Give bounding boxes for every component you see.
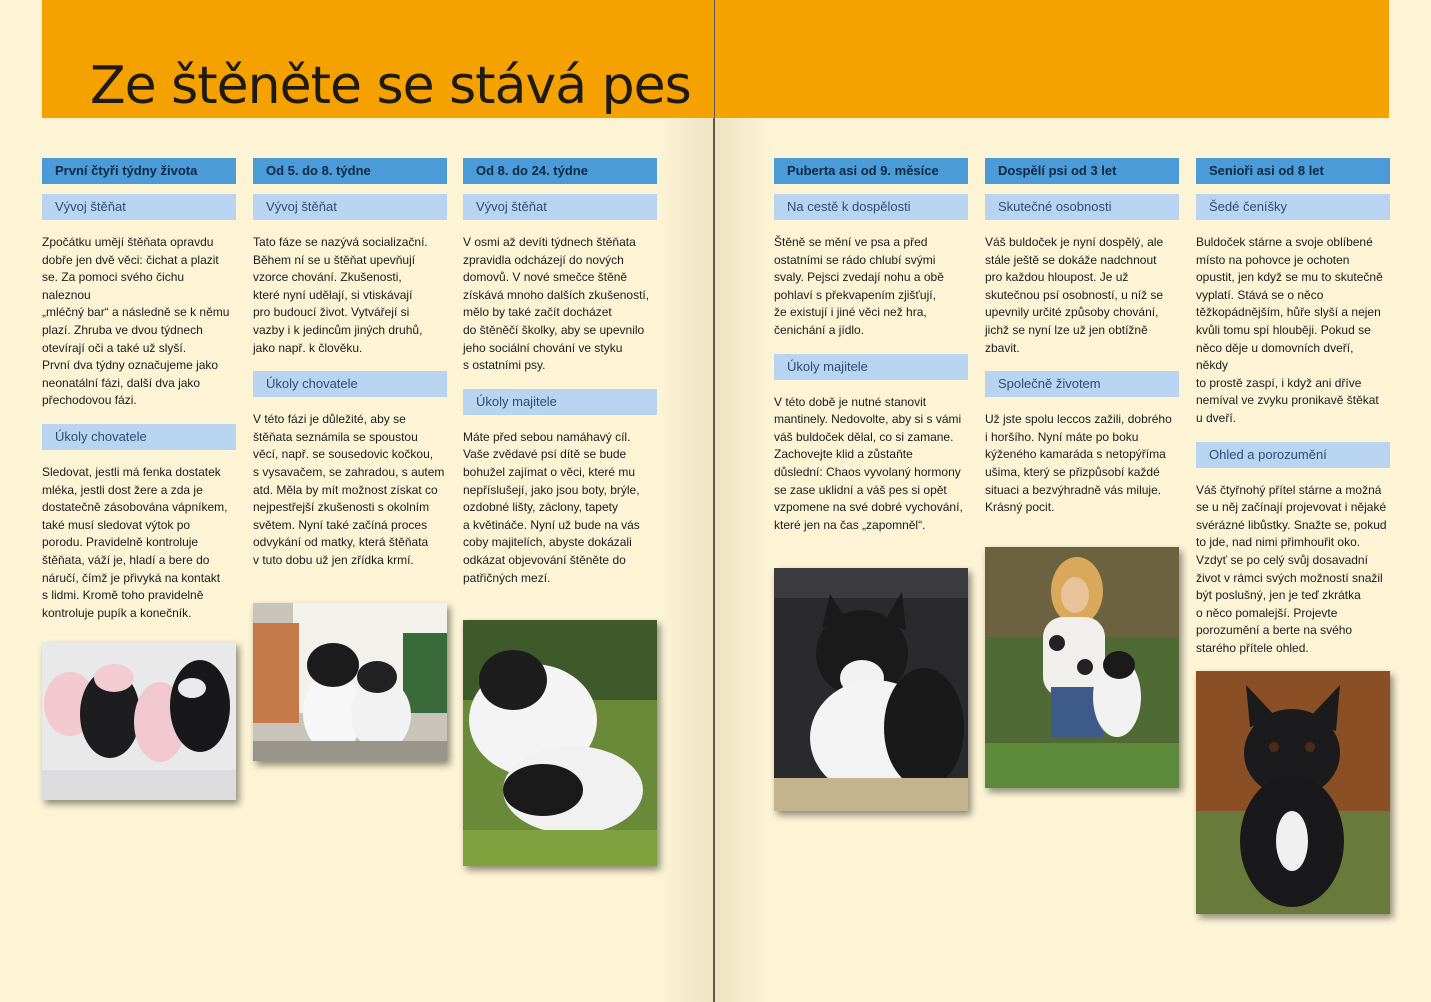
column-heading: Od 5. do 8. týdne bbox=[253, 158, 447, 184]
column-heading: První čtyři týdny života bbox=[42, 158, 236, 184]
section-subheading: Ohled a porozumění bbox=[1196, 442, 1390, 468]
column-heading: Senioři asi od 8 let bbox=[1196, 158, 1390, 184]
column-weeks-5-8 bbox=[253, 158, 447, 570]
section-text: Už jste spolu leccos zažili, dobrého i horšího. Nyní máte po boku kýženého kamaráda s netopýříma ušima, který se přizpůsobí každé situaci a bezvýhradně vás miluje. Krásný pocit. bbox=[985, 412, 1172, 515]
photo-playing-puppies bbox=[463, 620, 657, 866]
section-text: Tato fáze se nazývá socializační. Během ní se u štěňat upevňují vzorce chování. Zkušenosti, které nyní udělají, si vtiskávají pro budoucí život. Vytvářejí si vazby i k jedincům jiných druhů, jako např. k člověku. bbox=[253, 235, 428, 355]
column-adult-dogs bbox=[985, 158, 1179, 517]
section-subheading: Úkoly chovatele bbox=[42, 424, 236, 450]
section-text: Štěně se mění ve psa a před ostatními se rádo chlubí svými svaly. Pejsci zvedají nohu a obě pohlaví s překvapením zjišťují, že existují i jiné věci než hra, čenichání a jídlo. bbox=[774, 235, 944, 337]
section-text: V osmi až devíti týdnech štěňata zpravidla odcházejí do nových domovů. V nové smečce štěně získává mnoho dalších zkušeností, mělo by také začít docházet do štěněčí školky, aby se upevnilo jeho sociální chování ve styku s ostatními psy. bbox=[463, 235, 650, 373]
column-heading: Dospělí psi od 3 let bbox=[985, 158, 1179, 184]
column-heading: Od 8. do 24. týdne bbox=[463, 158, 657, 184]
section-subheading: Skutečné osobnosti bbox=[985, 194, 1179, 220]
section-subheading: Na cestě k dospělosti bbox=[774, 194, 968, 220]
photo-woman-with-dog bbox=[985, 547, 1179, 788]
section-text: V této fázi je důležité, aby se štěňata seznámila se spoustou věcí, např. se sousedovic kočkou, s vysavačem, se zahradou, s autem atd. Měla by mít možnost získat co nejpestřejší zkušenosti s okolním světem. Nyní také začíná proces odvykání od matky, která štěňata v tuto dobu už jen zřídka krmí. bbox=[253, 412, 445, 567]
photo-senior-bulldog bbox=[1196, 671, 1390, 914]
section-subheading: Úkoly chovatele bbox=[253, 371, 447, 397]
section-subheading: Úkoly majitele bbox=[463, 389, 657, 415]
title-banner-right bbox=[715, 0, 1389, 118]
column-weeks-8-24 bbox=[463, 158, 657, 587]
section-subheading: Úkoly majitele bbox=[774, 354, 968, 380]
column-puberty bbox=[774, 158, 968, 534]
section-text: Máte před sebou namáhavý cíl. Vaše zvědavé psí dítě se bude bohužel zajímat o věci, které mu nepříslušejí, jako jsou boty, brýle, ozdobné lišty, záclony, tapety a květináče. Nyní už bude na vás coby majitelích, abyste dokázali odkázat objevování štěněte do patřičných mezí. bbox=[463, 429, 640, 585]
column-first-four-weeks bbox=[42, 158, 236, 622]
section-subheading: Vývoj štěňat bbox=[42, 194, 236, 220]
section-text: Váš čtyřnohý přítel stárne a možná se u něj začínají projevovat i nějaké svérázné libůstky. Snažte se, pokud to jde, nad nimi přimhouřit oko. Vzdyť se po celý svůj dosavadní život v rámci svých možností snažil být poslušný, jen je teď zkrátka o něco pomalejší. Projevte porozumění a berte na svého starého přítele ohled. bbox=[1196, 482, 1387, 655]
section-text: Zpočátku umějí štěňata opravdu dobře jen dvě věci: čichat a plazit se. Za pomoci svého čichu naleznou „mléčný bar“ a následně se k němu plazí. Zhruba ve dvou týdnech otevírají oči a také už slyší. První dva týdny označujeme jako neonatální fázi, další dva jako přechodovou fázi. bbox=[42, 235, 230, 408]
page-title: Ze štěněte se stává pes bbox=[90, 56, 691, 116]
section-subheading: Šedé čeníšky bbox=[1196, 194, 1390, 220]
section-text: Buldoček stárne a svoje oblíbené místo na pohovce je ochoten opustit, jen když se mu to skutečně vyplatí. Stává se o něco těžkopádnějším, hůře slyší a nejen kvůli tomu spí hlouběji. Pokud se něco děje u domovních dveří, někdy to prostě zaspí, i když ani dříve nemíval ve zvyku pronikavě štěkat u dveří. bbox=[1196, 235, 1383, 425]
section-text: V této době je nutné stanovit mantinely. Nedovolte, aby si s vámi váš buldoček dělal, co si zamane. Zachovejte klid a zůstaňte důslední: Chaos vyvolaný hormony se zase uklidní a váš pes si opět vzpomene na své dobré vychování, které jen na čas „zapomněl“. bbox=[774, 394, 963, 532]
section-text: Váš buldoček je nyní dospělý, ale stále ještě se dokáže nadchnout pro každou hloupost. Je už skutečnou psí osobností, u níž se upevnily určité způsoby chování, jichž se nyní lze už jen obtížně zbavit. bbox=[985, 235, 1164, 355]
section-subheading: Vývoj štěňat bbox=[253, 194, 447, 220]
photo-sitting-bulldog bbox=[774, 568, 968, 811]
section-text: Sledovat, jestli má fenka dostatek mléka, jestli dost žere a zda je dostatečně zásobována vápníkem, také musí sledovat výtok po porodu. Pravidelně kontroluje štěňata, váží je, hladí a bere do náručí, čímž je přivyká na kontakt s lidmi. Kromě toho pravidelně kontroluje pupík a konečník. bbox=[42, 464, 228, 620]
photo-puppy-with-statue bbox=[253, 603, 447, 761]
photo-newborn-puppies bbox=[42, 642, 236, 800]
section-subheading: Společně životem bbox=[985, 371, 1179, 397]
column-heading: Puberta asi od 9. měsíce bbox=[774, 158, 968, 184]
section-subheading: Vývoj štěňat bbox=[463, 194, 657, 220]
page-gutter bbox=[713, 0, 715, 1002]
column-seniors bbox=[1196, 158, 1390, 657]
